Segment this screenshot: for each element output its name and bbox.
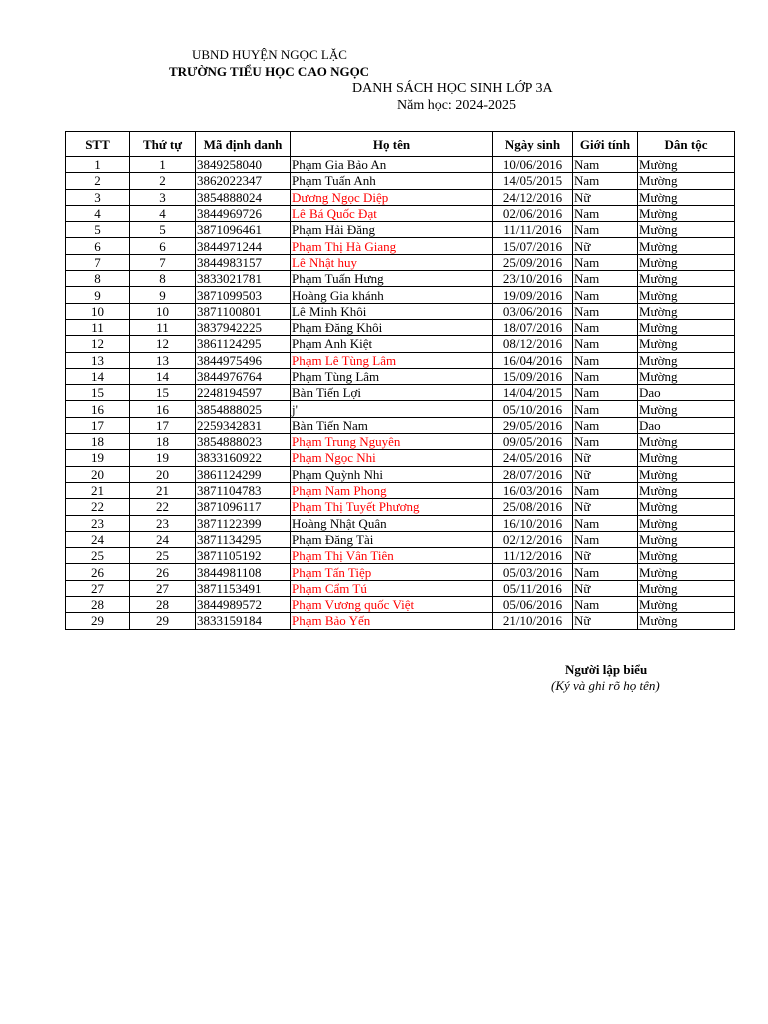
cell-gender: Nam [573,434,638,450]
cell-order: 14 [130,368,196,384]
cell-id: 3844989572 [196,597,291,613]
cell-gender: Nữ [573,189,638,205]
cell-name: Phạm Ngọc Nhi [291,450,493,466]
cell-stt: 21 [66,482,130,498]
cell-ethnic: Mường [638,482,735,498]
cell-ethnic: Mường [638,531,735,547]
cell-gender: Nữ [573,580,638,596]
cell-ethnic: Mường [638,238,735,254]
cell-name: Phạm Quỳnh Nhi [291,466,493,482]
cell-gender: Nữ [573,613,638,629]
cell-name: Phạm Cẩm Tú [291,580,493,596]
school-year: Năm học: 2024-2025 [397,98,516,113]
table-row [66,271,735,287]
col-header-stt: STT [66,132,130,157]
cell-order: 6 [130,238,196,254]
table-row [66,287,735,303]
cell-dob: 05/06/2016 [493,597,573,613]
table-row [66,401,735,417]
cell-id: 3844975496 [196,352,291,368]
cell-gender: Nữ [573,499,638,515]
cell-id: 3861124295 [196,336,291,352]
cell-id: 3871100801 [196,303,291,319]
cell-ethnic: Mường [638,368,735,384]
cell-stt: 28 [66,597,130,613]
cell-dob: 05/03/2016 [493,564,573,580]
cell-ethnic: Mường [638,173,735,189]
cell-stt: 1 [66,157,130,173]
cell-order: 1 [130,157,196,173]
school-name: TRƯỜNG TIỂU HỌC CAO NGỌC [169,64,370,79]
cell-ethnic: Mường [638,157,735,173]
cell-stt: 25 [66,548,130,564]
cell-gender: Nam [573,417,638,433]
cell-order: 16 [130,401,196,417]
cell-ethnic: Mường [638,222,735,238]
table-row [66,417,735,433]
cell-dob: 09/05/2016 [493,434,573,450]
cell-ethnic: Mường [638,303,735,319]
cell-id: 3854888025 [196,401,291,417]
cell-dob: 23/10/2016 [493,271,573,287]
cell-name: Phạm Hải Đăng [291,222,493,238]
cell-order: 5 [130,222,196,238]
cell-dob: 11/12/2016 [493,548,573,564]
table-row [66,499,735,515]
cell-id: 3844976764 [196,368,291,384]
cell-order: 29 [130,613,196,629]
cell-ethnic: Mường [638,564,735,580]
cell-dob: 14/05/2015 [493,173,573,189]
table-row [66,173,735,189]
cell-order: 8 [130,271,196,287]
cell-gender: Nữ [573,450,638,466]
cell-id: 2248194597 [196,385,291,401]
cell-gender: Nữ [573,466,638,482]
cell-order: 12 [130,336,196,352]
table-row [66,157,735,173]
table-row [66,482,735,498]
cell-order: 15 [130,385,196,401]
cell-order: 28 [130,597,196,613]
cell-dob: 02/12/2016 [493,531,573,547]
cell-stt: 26 [66,564,130,580]
cell-stt: 29 [66,613,130,629]
col-header-gender: Giới tính [573,132,638,157]
table-row [66,336,735,352]
cell-id: 3833159184 [196,613,291,629]
cell-order: 10 [130,303,196,319]
cell-ethnic: Mường [638,450,735,466]
cell-name: Hoàng Gia khánh [291,287,493,303]
cell-gender: Nam [573,271,638,287]
cell-ethnic: Mường [638,466,735,482]
table-row [66,189,735,205]
cell-dob: 14/04/2015 [493,385,573,401]
cell-stt: 10 [66,303,130,319]
table-row [66,597,735,613]
cell-stt: 18 [66,434,130,450]
cell-ethnic: Mường [638,580,735,596]
cell-stt: 6 [66,238,130,254]
cell-dob: 19/09/2016 [493,287,573,303]
cell-name: Lê Nhật huy [291,254,493,270]
cell-name: Phạm Thị Vân Tiên [291,548,493,564]
cell-dob: 08/12/2016 [493,336,573,352]
cell-stt: 11 [66,319,130,335]
document-title: DANH SÁCH HỌC SINH LỚP 3A [352,81,553,96]
cell-name: Phạm Trung Nguyên [291,434,493,450]
cell-dob: 11/11/2016 [493,222,573,238]
table-row [66,254,735,270]
cell-gender: Nam [573,287,638,303]
cell-order: 27 [130,580,196,596]
cell-name: Lê Bá Quốc Đạt [291,205,493,221]
cell-dob: 15/07/2016 [493,238,573,254]
cell-stt: 9 [66,287,130,303]
cell-stt: 2 [66,173,130,189]
cell-gender: Nam [573,597,638,613]
signer-note: (Ký và ghi rõ họ tên) [551,678,660,693]
cell-dob: 02/06/2016 [493,205,573,221]
cell-dob: 28/07/2016 [493,466,573,482]
cell-order: 9 [130,287,196,303]
table-row [66,222,735,238]
cell-id: 3871096117 [196,499,291,515]
cell-gender: Nam [573,254,638,270]
cell-ethnic: Mường [638,319,735,335]
cell-gender: Nam [573,222,638,238]
cell-dob: 29/05/2016 [493,417,573,433]
cell-dob: 24/05/2016 [493,450,573,466]
cell-stt: 20 [66,466,130,482]
cell-id: 3837942225 [196,319,291,335]
cell-id: 3844983157 [196,254,291,270]
cell-gender: Nam [573,157,638,173]
cell-order: 17 [130,417,196,433]
cell-id: 3844981108 [196,564,291,580]
col-header-ethnic: Dân tộc [638,132,735,157]
cell-name: Dương Ngọc Diệp [291,189,493,205]
col-header-name: Họ tên [291,132,493,157]
signer-title: Người lập biểu [565,662,648,677]
cell-order: 11 [130,319,196,335]
cell-id: 2259342831 [196,417,291,433]
cell-name: Bàn Tiến Lợi [291,385,493,401]
table-row [66,434,735,450]
org-name: UBND HUYỆN NGỌC LẶC [192,47,347,62]
cell-gender: Nam [573,352,638,368]
cell-name: Phạm Đăng Tài [291,531,493,547]
cell-gender: Nam [573,531,638,547]
cell-stt: 23 [66,515,130,531]
cell-id: 3854888023 [196,434,291,450]
cell-id: 3862022347 [196,173,291,189]
table-row [66,238,735,254]
table-row [66,548,735,564]
student-table [65,131,735,630]
cell-order: 7 [130,254,196,270]
cell-order: 24 [130,531,196,547]
cell-dob: 21/10/2016 [493,613,573,629]
cell-order: 2 [130,173,196,189]
cell-dob: 03/06/2016 [493,303,573,319]
cell-id: 3871104783 [196,482,291,498]
cell-order: 20 [130,466,196,482]
cell-id: 3871153491 [196,580,291,596]
cell-gender: Nam [573,173,638,189]
cell-name: Phạm Thị Hà Giang [291,238,493,254]
cell-id: 3871099503 [196,287,291,303]
cell-ethnic: Mường [638,287,735,303]
cell-stt: 4 [66,205,130,221]
table-row [66,613,735,629]
cell-name: Phạm Anh Kiệt [291,336,493,352]
cell-order: 21 [130,482,196,498]
cell-gender: Nam [573,205,638,221]
cell-ethnic: Mường [638,613,735,629]
table-row [66,303,735,319]
cell-order: 3 [130,189,196,205]
col-header-order: Thứ tự [130,132,196,157]
col-header-dob: Ngày sinh [493,132,573,157]
cell-stt: 17 [66,417,130,433]
cell-order: 18 [130,434,196,450]
cell-dob: 24/12/2016 [493,189,573,205]
cell-ethnic: Mường [638,434,735,450]
table-row [66,319,735,335]
cell-name: Phạm Bảo Yến [291,613,493,629]
cell-ethnic: Mường [638,352,735,368]
table-row [66,385,735,401]
cell-dob: 16/03/2016 [493,482,573,498]
cell-ethnic: Mường [638,548,735,564]
cell-order: 13 [130,352,196,368]
cell-stt: 22 [66,499,130,515]
table-row [66,352,735,368]
cell-id: 3833021781 [196,271,291,287]
cell-id: 3871096461 [196,222,291,238]
col-header-id: Mã định danh [196,132,291,157]
cell-name: Phạm Gia Bảo An [291,157,493,173]
cell-order: 26 [130,564,196,580]
cell-id: 3871105192 [196,548,291,564]
cell-dob: 18/07/2016 [493,319,573,335]
cell-gender: Nam [573,336,638,352]
cell-order: 19 [130,450,196,466]
cell-dob: 25/08/2016 [493,499,573,515]
table-row [66,450,735,466]
cell-order: 22 [130,499,196,515]
cell-name: Phạm Tùng Lâm [291,368,493,384]
cell-gender: Nam [573,368,638,384]
cell-id: 3844969726 [196,205,291,221]
cell-ethnic: Mường [638,336,735,352]
cell-gender: Nữ [573,238,638,254]
cell-ethnic: Dao [638,385,735,401]
cell-name: Phạm Tấn Tiệp [291,564,493,580]
cell-stt: 19 [66,450,130,466]
cell-name: Phạm Tuấn Anh [291,173,493,189]
cell-ethnic: Mường [638,597,735,613]
cell-name: Phạm Lê Tùng Lâm [291,352,493,368]
cell-name: Phạm Tuấn Hưng [291,271,493,287]
cell-gender: Nam [573,303,638,319]
cell-gender: Nữ [573,548,638,564]
cell-stt: 13 [66,352,130,368]
cell-order: 4 [130,205,196,221]
cell-name: Phạm Vương quốc Việt [291,597,493,613]
cell-id: 3854888024 [196,189,291,205]
cell-stt: 5 [66,222,130,238]
cell-ethnic: Mường [638,205,735,221]
cell-name: Phạm Nam Phong [291,482,493,498]
cell-dob: 05/11/2016 [493,580,573,596]
cell-order: 25 [130,548,196,564]
cell-ethnic: Mường [638,189,735,205]
table-header-row [66,132,735,157]
table-row [66,580,735,596]
cell-id: 3833160922 [196,450,291,466]
cell-gender: Nam [573,401,638,417]
cell-name: Phạm Đăng Khôi [291,319,493,335]
cell-dob: 25/09/2016 [493,254,573,270]
table-row [66,466,735,482]
cell-id: 3871122399 [196,515,291,531]
cell-id: 3849258040 [196,157,291,173]
cell-name: Hoàng Nhật Quân [291,515,493,531]
cell-id: 3861124299 [196,466,291,482]
table-row [66,531,735,547]
cell-gender: Nam [573,564,638,580]
cell-gender: Nam [573,515,638,531]
cell-ethnic: Mường [638,401,735,417]
cell-gender: Nam [573,319,638,335]
cell-dob: 05/10/2016 [493,401,573,417]
cell-id: 3844971244 [196,238,291,254]
cell-stt: 12 [66,336,130,352]
cell-stt: 15 [66,385,130,401]
cell-stt: 24 [66,531,130,547]
table-row [66,205,735,221]
cell-stt: 8 [66,271,130,287]
cell-dob: 10/06/2016 [493,157,573,173]
cell-order: 23 [130,515,196,531]
cell-stt: 27 [66,580,130,596]
cell-dob: 16/10/2016 [493,515,573,531]
table-row [66,515,735,531]
cell-dob: 16/04/2016 [493,352,573,368]
cell-id: 3871134295 [196,531,291,547]
cell-dob: 15/09/2016 [493,368,573,384]
cell-name: Lê Minh Khôi [291,303,493,319]
cell-stt: 14 [66,368,130,384]
table-row [66,368,735,384]
cell-gender: Nam [573,482,638,498]
cell-gender: Nam [573,385,638,401]
cell-name: Phạm Thị Tuyết Phương [291,499,493,515]
cell-ethnic: Mường [638,271,735,287]
cell-name: Bàn Tiến Nam [291,417,493,433]
cell-ethnic: Mường [638,515,735,531]
cell-stt: 16 [66,401,130,417]
cell-stt: 3 [66,189,130,205]
table-row [66,564,735,580]
cell-stt: 7 [66,254,130,270]
cell-ethnic: Dao [638,417,735,433]
cell-name: j' [291,401,493,417]
cell-ethnic: Mường [638,254,735,270]
cell-ethnic: Mường [638,499,735,515]
